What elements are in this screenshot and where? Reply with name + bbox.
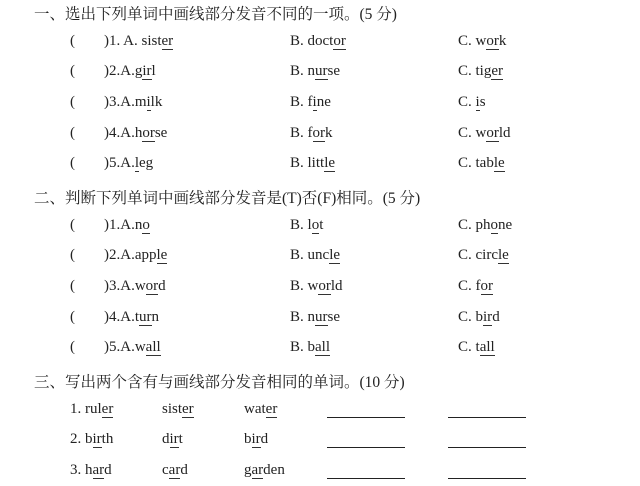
example-word-2: card xyxy=(162,462,188,478)
s2-row-3 xyxy=(0,278,640,302)
option-a: )2.A.apple xyxy=(104,247,168,263)
answer-blank-2[interactable] xyxy=(448,417,526,418)
answer-paren[interactable]: ( xyxy=(70,247,75,263)
item-number: 3. hard xyxy=(70,462,112,478)
option-c: C. for xyxy=(458,278,494,294)
option-a: )3.A.milk xyxy=(104,94,163,110)
option-a: )5.A.wall xyxy=(104,339,161,355)
answer-blank-1[interactable] xyxy=(327,417,405,418)
option-a: )1.A.no xyxy=(104,217,150,233)
option-c: C. circle xyxy=(458,247,509,263)
answer-paren[interactable]: ( xyxy=(70,217,75,233)
option-a: )5.A.leg xyxy=(104,155,154,171)
option-a: )1. A. sister xyxy=(104,33,174,49)
answer-blank-1[interactable] xyxy=(327,447,405,448)
answer-paren[interactable]: ( xyxy=(70,309,75,325)
s2-row-2 xyxy=(0,247,640,271)
item-number: 2. birth xyxy=(70,431,114,447)
s1-row-3 xyxy=(0,94,640,118)
option-a: )4.A.horse xyxy=(104,125,168,141)
answer-blank-1[interactable] xyxy=(327,478,405,479)
answer-paren[interactable]: ( xyxy=(70,125,75,141)
section-2-title: 二、判断下列单词中画线部分发音是(T)否(F)相同。(5 分) xyxy=(34,190,421,207)
s3-row-1 xyxy=(0,401,640,425)
s1-row-4 xyxy=(0,125,640,149)
option-a: )3.A.word xyxy=(104,278,166,294)
option-b: B. uncle xyxy=(290,247,341,263)
option-b: B. world xyxy=(290,278,343,294)
answer-paren[interactable]: ( xyxy=(70,33,75,49)
option-c: C. bird xyxy=(458,309,500,325)
option-c: C. is xyxy=(458,94,486,110)
option-c: C. phone xyxy=(458,217,513,233)
s2-row-1 xyxy=(0,217,640,241)
s1-row-1 xyxy=(0,33,640,57)
option-c: C. work xyxy=(458,33,507,49)
answer-paren[interactable]: ( xyxy=(70,155,75,171)
s3-row-2 xyxy=(0,431,640,455)
answer-paren[interactable]: ( xyxy=(70,278,75,294)
option-b: B. fine xyxy=(290,94,331,110)
answer-paren[interactable]: ( xyxy=(70,94,75,110)
s1-row-2 xyxy=(0,63,640,87)
option-c: C. tall xyxy=(458,339,495,355)
answer-paren[interactable]: ( xyxy=(70,339,75,355)
example-word-2: dirt xyxy=(162,431,183,447)
answer-paren[interactable]: ( xyxy=(70,63,75,79)
example-word-2: sister xyxy=(162,401,194,417)
answer-blank-2[interactable] xyxy=(448,478,526,479)
option-b: B. nurse xyxy=(290,63,341,79)
s3-row-3 xyxy=(0,462,640,486)
option-b: B. fork xyxy=(290,125,333,141)
option-b: B. little xyxy=(290,155,336,171)
option-b: B. doctor xyxy=(290,33,346,49)
item-number: 1. ruler xyxy=(70,401,114,417)
example-word-3: water xyxy=(244,401,278,417)
example-word-3: bird xyxy=(244,431,269,447)
option-c: C. table xyxy=(458,155,505,171)
section-3-title: 三、写出两个含有与画线部分发音相同的单词。(10 分) xyxy=(34,374,405,391)
s2-row-5 xyxy=(0,339,640,363)
answer-blank-2[interactable] xyxy=(448,447,526,448)
option-a: )2.A.girl xyxy=(104,63,156,79)
section-1-title: 一、选出下列单词中画线部分发音不同的一项。(5 分) xyxy=(34,6,397,23)
option-c: C. tiger xyxy=(458,63,504,79)
s2-row-4 xyxy=(0,309,640,333)
option-c: C. world xyxy=(458,125,511,141)
s1-row-5 xyxy=(0,155,640,179)
option-a: )4.A.turn xyxy=(104,309,159,325)
option-b: B. ball xyxy=(290,339,331,355)
example-word-3: garden xyxy=(244,462,285,478)
option-b: B. lot xyxy=(290,217,324,233)
option-b: B. nurse xyxy=(290,309,341,325)
